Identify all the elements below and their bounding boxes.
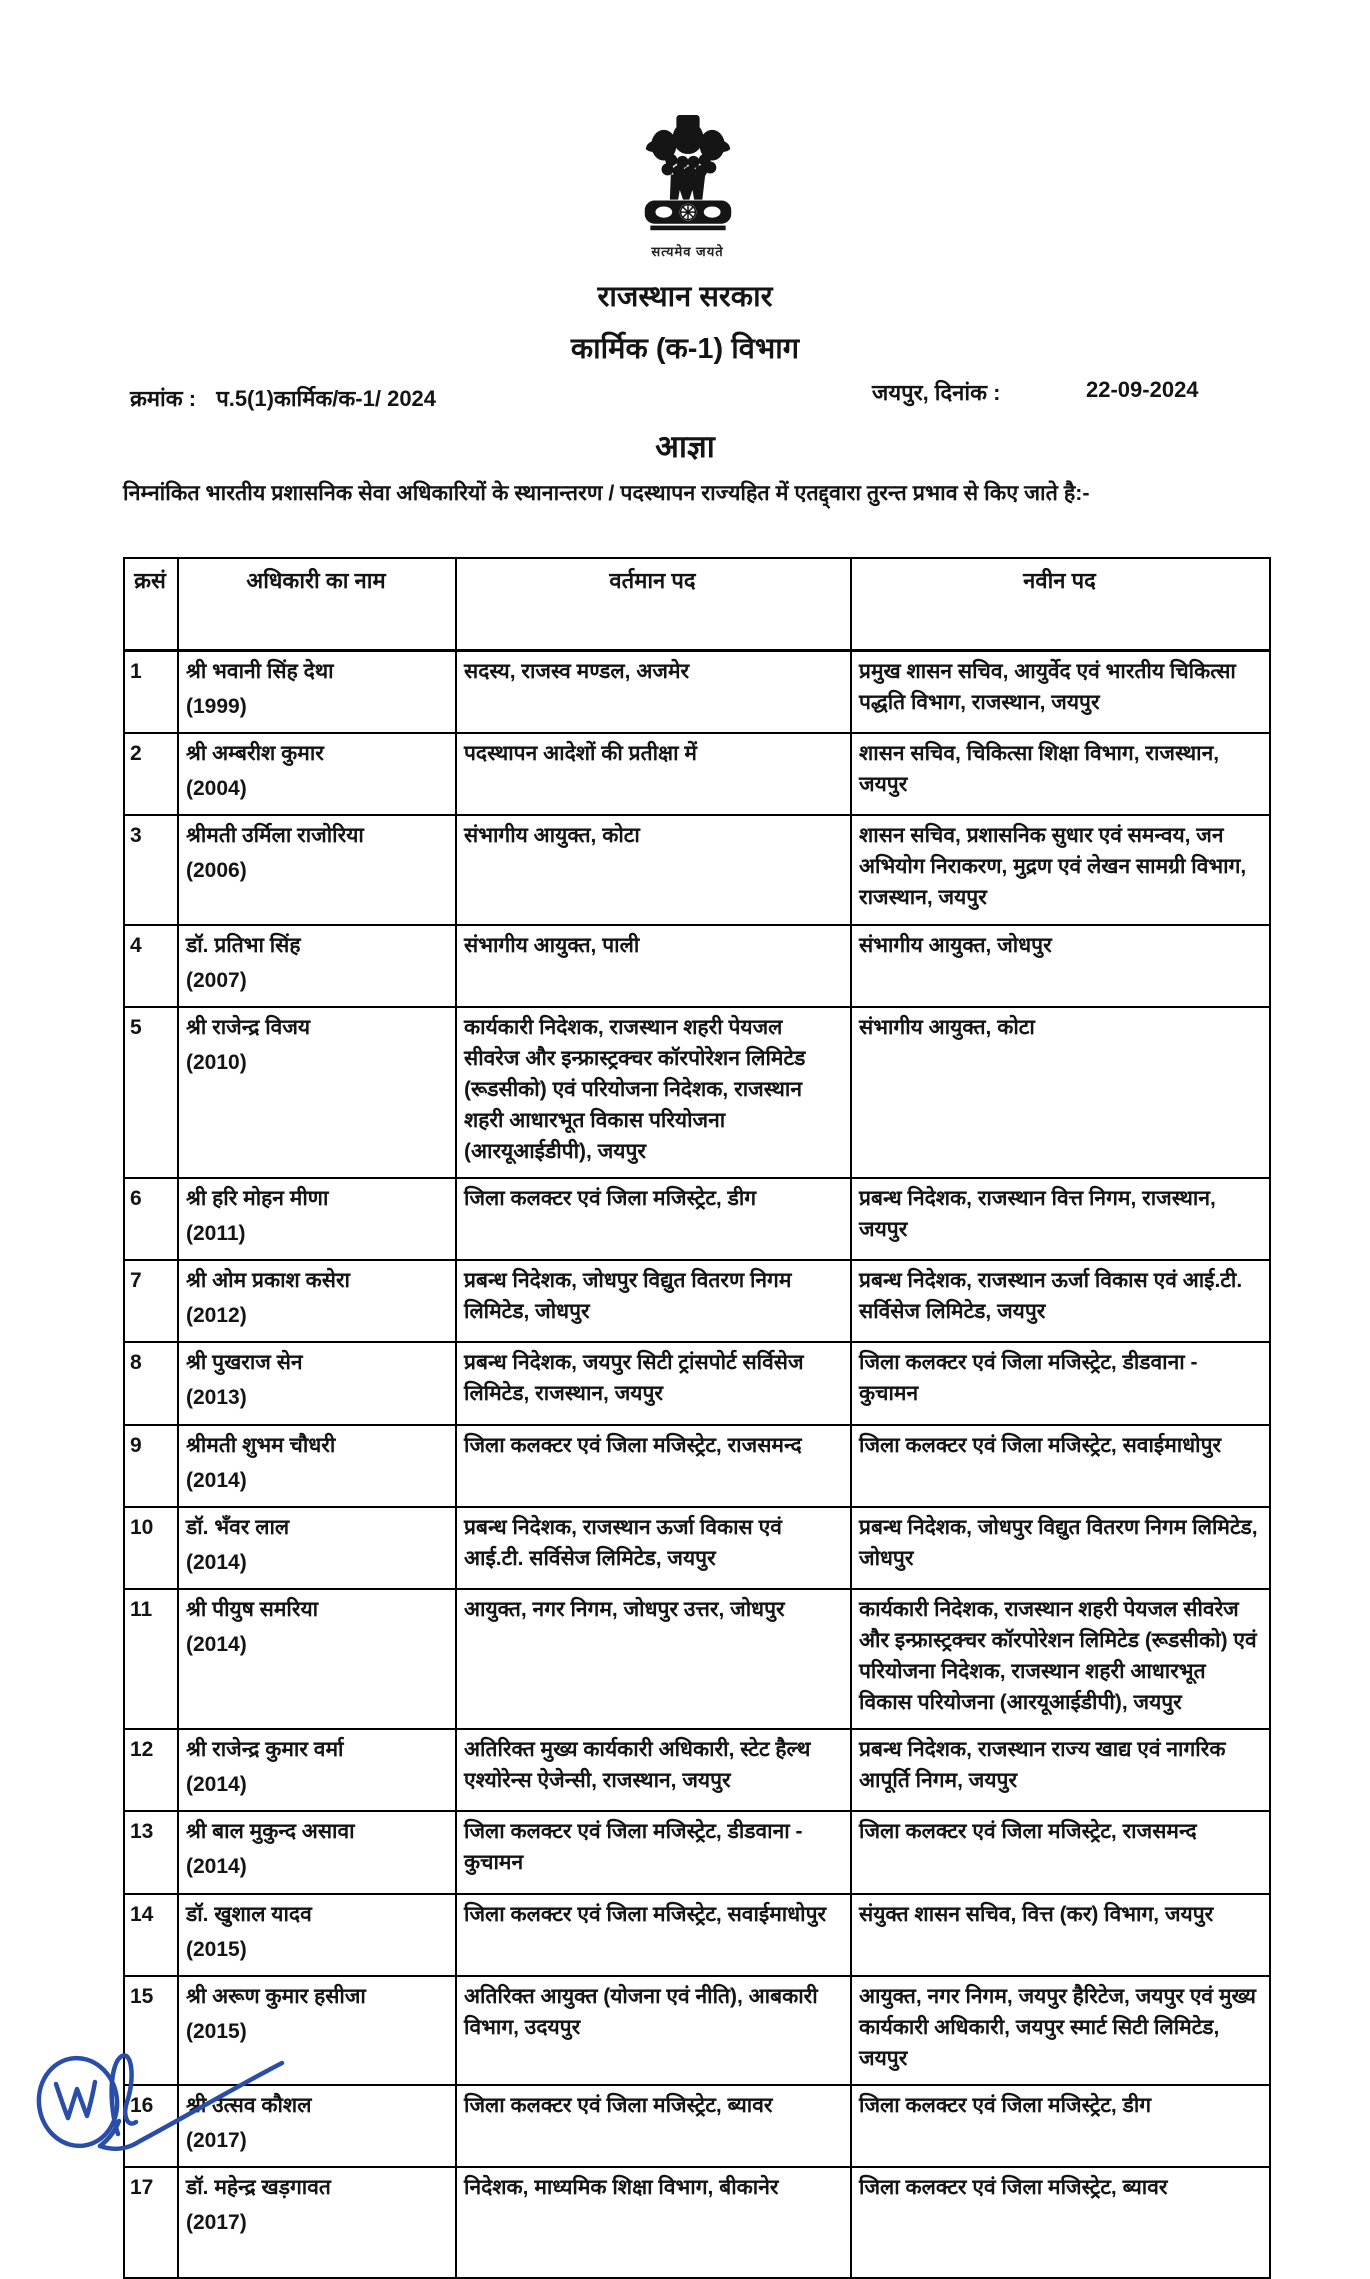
place-date-label: जयपुर, दिनांक : bbox=[872, 380, 1001, 405]
current-post-cell: प्रबन्ध निदेशक, जोधपुर विद्युत वितरण निगम लिमिटेड, जोधपुर bbox=[456, 1260, 851, 1342]
table-header bbox=[124, 558, 1270, 651]
serial-cell: 14 bbox=[124, 1894, 178, 1976]
serial-cell: 3 bbox=[124, 815, 178, 924]
department-title: कार्मिक (क-1) विभाग bbox=[570, 333, 800, 365]
new-post-cell: संभागीय आयुक्त, कोटा bbox=[851, 1007, 1270, 1178]
serial-cell: 5 bbox=[124, 1007, 178, 1178]
reference-label: क्रमांक : bbox=[130, 386, 197, 411]
officer-batch-year: (1999) bbox=[186, 695, 247, 719]
serial-cell: 1 bbox=[124, 651, 178, 734]
officer-name: श्रीमती शुभम चौधरी bbox=[186, 1433, 336, 1457]
table-row bbox=[124, 1342, 1270, 1424]
officer-name-cell bbox=[178, 1342, 456, 1424]
officer-batch-year: (2017) bbox=[186, 2211, 247, 2235]
current-post-cell: अतिरिक्त आयुक्त (योजना एवं नीति), आबकारी विभाग, उदयपुर bbox=[456, 1976, 851, 2085]
current-post-cell: जिला कलक्टर एवं जिला मजिस्ट्रेट, सवाईमाधोपुर bbox=[456, 1894, 851, 1976]
order-date: 22-09-2024 bbox=[1086, 377, 1199, 402]
government-title: राजस्थान सरकार bbox=[597, 281, 773, 313]
current-post-cell: कार्यकारी निदेशक, राजस्थान शहरी पेयजल सीवरेज और इन्फ्रास्ट्रक्चर कॉरपोरेशन लिमिटेड (रूडसीको) एवं परियोजना निदेशक, राजस्थान शहरी आधारभूत विकास परियोजना (आरयूआईडीपी), जयपुर bbox=[456, 1007, 851, 1178]
new-post-cell: आयुक्त, नगर निगम, जयपुर हैरिटेज, जयपुर एवं मुख्य कार्यकारी अधिकारी, जयपुर स्मार्ट सिटी लिमिटेड, जयपुर bbox=[851, 1976, 1270, 2085]
table-row bbox=[124, 1507, 1270, 1589]
officer-batch-year: (2004) bbox=[186, 777, 247, 801]
serial-cell: 10 bbox=[124, 1507, 178, 1589]
officer-name-cell bbox=[178, 1729, 456, 1811]
table-row bbox=[124, 1178, 1270, 1260]
officer-name: श्री राजेन्द्र विजय bbox=[186, 1015, 311, 1039]
lion-capital-icon bbox=[632, 108, 744, 240]
new-post-cell: प्रबन्ध निदेशक, राजस्थान राज्य खाद्य एवं नागरिक आपूर्ति निगम, जयपुर bbox=[851, 1729, 1270, 1811]
current-post-cell: जिला कलक्टर एवं जिला मजिस्ट्रेट, डीडवाना - कुचामन bbox=[456, 1811, 851, 1893]
officer-name: डॉ. भँवर लाल bbox=[186, 1515, 290, 1539]
officer-name-cell bbox=[178, 2167, 456, 2278]
current-post-cell: प्रबन्ध निदेशक, जयपुर सिटी ट्रांसपोर्ट सर्विसेज लिमिटेड, राजस्थान, जयपुर bbox=[456, 1342, 851, 1424]
current-post-cell: अतिरिक्त मुख्य कार्यकारी अधिकारी, स्टेट हैल्थ एश्योरेन्स ऐजेन्सी, राजस्थान, जयपुर bbox=[456, 1729, 851, 1811]
new-post-cell: शासन सचिव, प्रशासनिक सुधार एवं समन्वय, जन अभियोग निराकरण, मुद्रण एवं लेखन सामग्री विभाग, राजस्थान, जयपुर bbox=[851, 815, 1270, 924]
new-post-cell: जिला कलक्टर एवं जिला मजिस्ट्रेट, ब्यावर bbox=[851, 2167, 1270, 2278]
serial-cell: 7 bbox=[124, 1260, 178, 1342]
serial-cell: 15 bbox=[124, 1976, 178, 2085]
column-header-serial: क्रसं bbox=[124, 558, 178, 651]
new-post-cell: जिला कलक्टर एवं जिला मजिस्ट्रेट, राजसमन्द bbox=[851, 1811, 1270, 1893]
serial-cell: 16 bbox=[124, 2085, 178, 2167]
table-row bbox=[124, 2167, 1270, 2278]
serial-cell: 8 bbox=[124, 1342, 178, 1424]
officer-batch-year: (2014) bbox=[186, 1773, 247, 1797]
table-header-row bbox=[124, 558, 1270, 651]
reference-number: प.5(1)कार्मिक/क-1/ 2024 bbox=[216, 386, 437, 411]
serial-cell: 17 bbox=[124, 2167, 178, 2278]
officer-name: श्री उत्सव कौशल bbox=[186, 2093, 312, 2117]
officer-name-cell bbox=[178, 1260, 456, 1342]
officer-name: श्री हरि मोहन मीणा bbox=[186, 1187, 329, 1211]
table-row bbox=[124, 1729, 1270, 1811]
serial-cell: 6 bbox=[124, 1178, 178, 1260]
officer-batch-year: (2014) bbox=[186, 1855, 247, 1879]
table-row bbox=[124, 1260, 1270, 1342]
order-intro-text: निम्नांकित भारतीय प्रशासनिक सेवा अधिकारियों के स्थानान्तरण / पदस्थापन राज्यहित में एतद्द्वारा तुरन्त प्रभाव से किए जाते है:- bbox=[123, 481, 1090, 505]
officer-batch-year: (2014) bbox=[186, 1632, 247, 1656]
serial-cell: 12 bbox=[124, 1729, 178, 1811]
new-post-cell: जिला कलक्टर एवं जिला मजिस्ट्रेट, डीग bbox=[851, 2085, 1270, 2167]
officer-batch-year: (2011) bbox=[186, 1222, 246, 1246]
officer-batch-year: (2015) bbox=[186, 1937, 247, 1961]
officer-name: डॉ. खुशाल यादव bbox=[186, 1902, 312, 1926]
officer-batch-year: (2010) bbox=[186, 1050, 247, 1074]
officer-name-cell bbox=[178, 1507, 456, 1589]
new-post-cell: संभागीय आयुक्त, जोधपुर bbox=[851, 925, 1270, 1007]
table-row bbox=[124, 1811, 1270, 1893]
officer-batch-year: (2007) bbox=[186, 968, 247, 992]
officer-batch-year: (2006) bbox=[186, 859, 247, 883]
reference-row bbox=[0, 377, 1370, 417]
officer-name: श्रीमती उर्मिला राजोरिया bbox=[186, 824, 364, 848]
transfer-order-table bbox=[123, 557, 1271, 2279]
order-title: आज्ञा bbox=[655, 429, 715, 464]
officer-batch-year: (2012) bbox=[186, 1304, 247, 1328]
table-row bbox=[124, 1425, 1270, 1507]
new-post-cell: कार्यकारी निदेशक, राजस्थान शहरी पेयजल सीवरेज और इन्फ्रास्ट्रक्चर कॉरपोरेशन लिमिटेड (रूडसीको) एवं परियोजना निदेशक, राजस्थान शहरी आधारभूत विकास परियोजना (आरयूआईडीपी), जयपुर bbox=[851, 1589, 1270, 1729]
officer-name: श्री बाल मुकुन्द असावा bbox=[186, 1820, 355, 1844]
current-post-cell: जिला कलक्टर एवं जिला मजिस्ट्रेट, ब्यावर bbox=[456, 2085, 851, 2167]
new-post-cell: जिला कलक्टर एवं जिला मजिस्ट्रेट, सवाईमाधोपुर bbox=[851, 1425, 1270, 1507]
new-post-cell: प्रबन्ध निदेशक, जोधपुर विद्युत वितरण निगम लिमिटेड, जोधपुर bbox=[851, 1507, 1270, 1589]
emblem-motto: सत्यमेव जयते bbox=[651, 244, 724, 259]
officer-name-cell bbox=[178, 1178, 456, 1260]
officer-name-cell bbox=[178, 1007, 456, 1178]
officer-name-cell bbox=[178, 1589, 456, 1729]
new-post-cell: जिला कलक्टर एवं जिला मजिस्ट्रेट, डीडवाना - कुचामन bbox=[851, 1342, 1270, 1424]
officer-name-cell bbox=[178, 651, 456, 734]
serial-cell: 9 bbox=[124, 1425, 178, 1507]
officer-name: श्री भवानी सिंह देथा bbox=[186, 660, 334, 683]
transfer-table-container bbox=[123, 557, 1271, 2279]
column-header-current-post: वर्तमान पद bbox=[456, 558, 851, 651]
table-row bbox=[124, 1589, 1270, 1729]
officer-name: डॉ. प्रतिभा सिंह bbox=[186, 933, 301, 957]
reference-number-line bbox=[130, 383, 436, 413]
current-post-cell: संभागीय आयुक्त, कोटा bbox=[456, 815, 851, 924]
table-row bbox=[124, 651, 1270, 734]
current-post-cell: सदस्य, राजस्व मण्डल, अजमेर bbox=[456, 651, 851, 734]
officer-name: श्री ओम प्रकाश कसेरा bbox=[186, 1269, 350, 1293]
officer-batch-year: (2017) bbox=[186, 2128, 247, 2152]
current-post-cell: संभागीय आयुक्त, पाली bbox=[456, 925, 851, 1007]
officer-name: श्री पीयुष समरिया bbox=[186, 1597, 319, 1621]
officer-name: श्री पुखराज सेन bbox=[186, 1351, 303, 1375]
officer-name: श्री राजेन्द्र कुमार वर्मा bbox=[186, 1738, 344, 1762]
new-post-cell: प्रमुख शासन सचिव, आयुर्वेद एवं भारतीय चिकित्सा पद्धति विभाग, राजस्थान, जयपुर bbox=[851, 651, 1270, 734]
current-post-cell: जिला कलक्टर एवं जिला मजिस्ट्रेट, डीग bbox=[456, 1178, 851, 1260]
officer-name-cell bbox=[178, 733, 456, 815]
table-row bbox=[124, 1007, 1270, 1178]
signature-ink bbox=[33, 2053, 282, 2151]
officer-batch-year: (2014) bbox=[186, 1550, 247, 1574]
column-header-new-post: नवीन पद bbox=[851, 558, 1270, 651]
table-row bbox=[124, 1894, 1270, 1976]
officer-batch-year: (2015) bbox=[186, 2019, 247, 2043]
current-post-cell: जिला कलक्टर एवं जिला मजिस्ट्रेट, राजसमन्द bbox=[456, 1425, 851, 1507]
table-row bbox=[124, 925, 1270, 1007]
officer-name: श्री अरूण कुमार हसीजा bbox=[186, 1984, 366, 2008]
serial-cell: 2 bbox=[124, 733, 178, 815]
table-row bbox=[124, 733, 1270, 815]
new-post-cell: प्रबन्ध निदेशक, राजस्थान ऊर्जा विकास एवं आई.टी. सर्विसेज लिमिटेड, जयपुर bbox=[851, 1260, 1270, 1342]
new-post-cell: संयुक्त शासन सचिव, वित्त (कर) विभाग, जयपुर bbox=[851, 1894, 1270, 1976]
officer-batch-year: (2014) bbox=[186, 1468, 247, 1492]
current-post-cell: निदेशक, माध्यमिक शिक्षा विभाग, बीकानेर bbox=[456, 2167, 851, 2278]
new-post-cell: प्रबन्ध निदेशक, राजस्थान वित्त निगम, राजस्थान, जयपुर bbox=[851, 1178, 1270, 1260]
table-row bbox=[124, 815, 1270, 924]
officer-name-cell bbox=[178, 925, 456, 1007]
officer-name-cell bbox=[178, 1811, 456, 1893]
officer-name-cell bbox=[178, 815, 456, 924]
signature-scribble bbox=[18, 2032, 308, 2167]
current-post-cell: पदस्थापन आदेशों की प्रतीक्षा में bbox=[456, 733, 851, 815]
serial-cell: 4 bbox=[124, 925, 178, 1007]
officer-name: डॉ. महेन्द्र खड़गावत bbox=[186, 2176, 331, 2200]
new-post-cell: शासन सचिव, चिकित्सा शिक्षा विभाग, राजस्थान, जयपुर bbox=[851, 733, 1270, 815]
serial-cell: 11 bbox=[124, 1589, 178, 1729]
officer-batch-year: (2013) bbox=[186, 1386, 247, 1410]
serial-cell: 13 bbox=[124, 1811, 178, 1893]
current-post-cell: प्रबन्ध निदेशक, राजस्थान ऊर्जा विकास एवं आई.टी. सर्विसेज लिमिटेड, जयपुर bbox=[456, 1507, 851, 1589]
column-header-officer-name: अधिकारी का नाम bbox=[178, 558, 456, 651]
officer-name-cell bbox=[178, 1425, 456, 1507]
current-post-cell: आयुक्त, नगर निगम, जोधपुर उत्तर, जोधपुर bbox=[456, 1589, 851, 1729]
officer-name-cell bbox=[178, 1894, 456, 1976]
emblem-of-india bbox=[625, 108, 750, 263]
officer-name: श्री अम्बरीश कुमार bbox=[186, 742, 324, 766]
